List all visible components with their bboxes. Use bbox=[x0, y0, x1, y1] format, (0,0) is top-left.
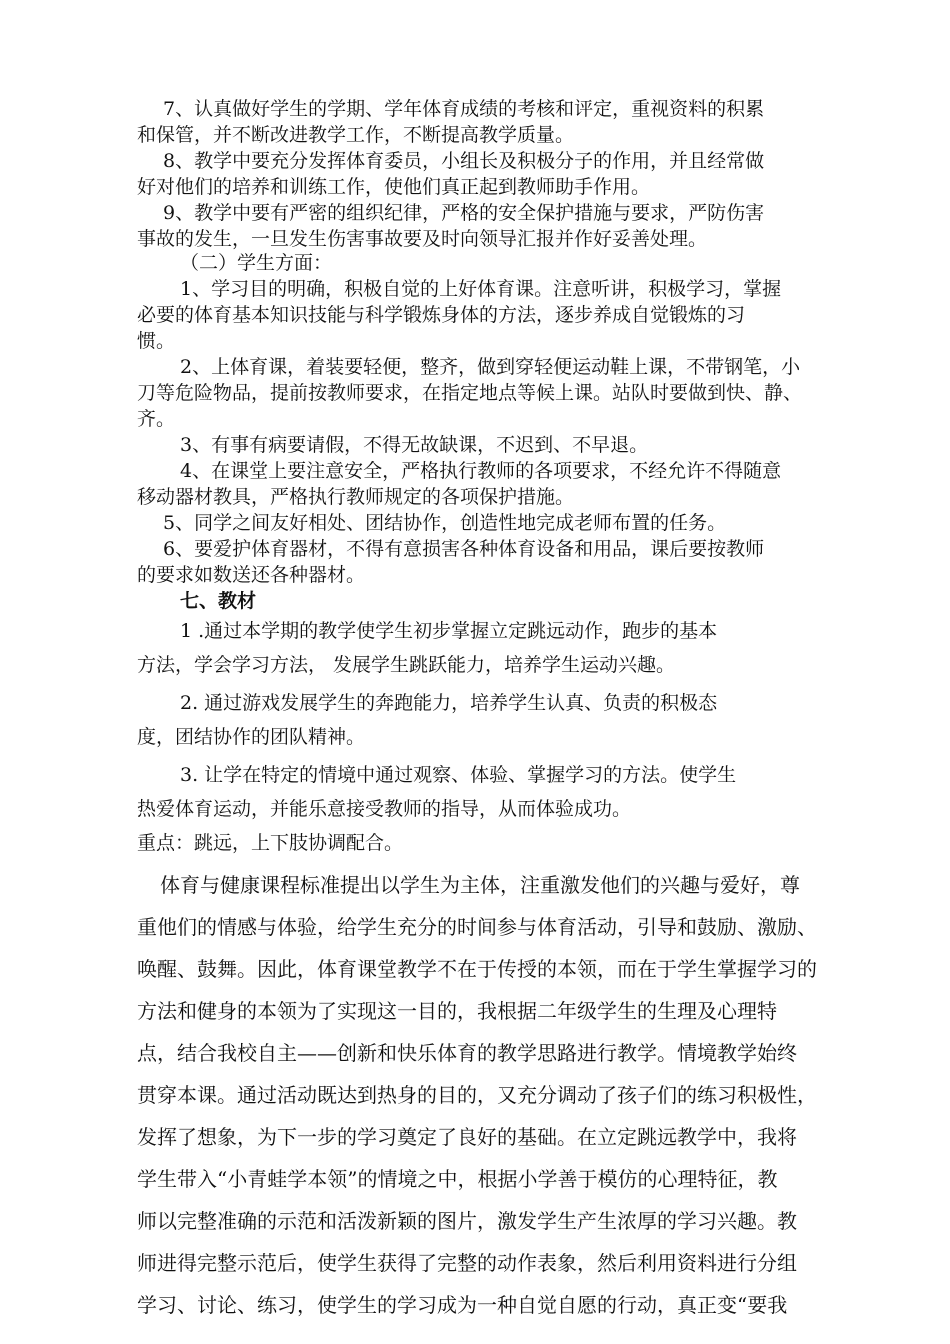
materials-point-2-line-2: 度，团结协作的团队精神。 bbox=[137, 726, 366, 748]
item-7-line-2: 和保管，并不断改进教学工作，不断提高教学质量。 bbox=[137, 124, 575, 146]
student-item-3: 3、有事有病要请假，不得无故缺课，不迟到、不早退。 bbox=[180, 434, 649, 456]
item-7-line-1: 7、认真做好学生的学期、学年体育成绩的考核和评定，重视资料的积累 bbox=[163, 98, 765, 120]
student-item-1-line-2: 必要的体育基本知识技能与科学锻炼身体的方法，逐步养成自觉锻炼的习 bbox=[137, 304, 746, 326]
materials-point-1-line-1: 1 .通过本学期的教学使学生初步掌握立定跳远动作，跑步的基本 bbox=[180, 620, 718, 642]
essay-line: 学生带入“小青蛙学本领”的情境之中，根据小学善于模仿的心理特征，教 bbox=[137, 1167, 778, 1191]
student-item-6-line-1: 6、要爱护体育器材，不得有意损害各种体育设备和用品，课后要按教师 bbox=[163, 538, 765, 560]
essay-line: 点，结合我校自主——创新和快乐体育的教学思路进行教学。情境教学始终 bbox=[137, 1041, 797, 1065]
essay-line: 重他们的情感与体验，给学生充分的时间参与体育活动，引导和鼓励、激励、 bbox=[137, 915, 817, 939]
essay-line: 方法和健身的本领为了实现这一目的，我根据二年级学生的生理及心理特 bbox=[137, 999, 777, 1023]
essay-line: 唤醒、鼓舞。因此，体育课堂教学不在于传授的本领，而在于学生掌握学习的 bbox=[137, 957, 817, 981]
item-8-line-2: 好对他们的培养和训练工作，使他们真正起到教师助手作用。 bbox=[137, 176, 651, 198]
materials-point-3-line-2: 热爱体育运动，并能乐意接受教师的指导，从而体验成功。 bbox=[137, 798, 632, 820]
student-item-5: 5、同学之间友好相处、团结协作，创造性地完成老师布置的任务。 bbox=[163, 512, 727, 534]
key-point: 重点：跳远，上下肢协调配合。 bbox=[137, 832, 404, 854]
student-item-6-line-2: 的要求如数送还各种器材。 bbox=[137, 564, 366, 586]
materials-heading: 七、教材 bbox=[180, 590, 257, 612]
student-item-4-line-1: 4、在课堂上要注意安全，严格执行教师的各项要求，不经允许不得随意 bbox=[180, 460, 782, 482]
student-section-heading: （二）学生方面： bbox=[180, 252, 333, 274]
materials-point-1-line-2: 方法，学会学习方法， 发展学生跳跃能力，培养学生运动兴趣。 bbox=[137, 654, 676, 676]
student-item-4-line-2: 移动器材教具，严格执行教师规定的各项保护措施。 bbox=[137, 486, 575, 508]
student-item-2-line-1: 2、上体育课，着装要轻便，整齐，做到穿轻便运动鞋上课，不带钢笔，小 bbox=[180, 356, 801, 378]
materials-point-3-line-1: 3. 让学在特定的情境中通过观察、体验、掌握学习的方法。使学生 bbox=[180, 764, 737, 786]
student-item-2-line-3: 齐。 bbox=[137, 408, 176, 430]
essay-line: 体育与健康课程标准提出以学生为主体，注重激发他们的兴趣与爱好，尊 bbox=[160, 873, 800, 897]
student-item-1-line-3: 惯。 bbox=[137, 330, 176, 352]
essay-line: 师以完整准确的示范和活泼新颖的图片，激发学生产生浓厚的学习兴趣。教 bbox=[137, 1209, 797, 1233]
essay-line: 发挥了想象，为下一步的学习奠定了良好的基础。在立定跳远教学中，我将 bbox=[137, 1125, 797, 1149]
student-item-1-line-1: 1、学习目的明确，积极自觉的上好体育课。注意听讲，积极学习，掌握 bbox=[180, 278, 782, 300]
essay-line: 贯穿本课。通过活动既达到热身的目的，又充分调动了孩子们的练习积极性， bbox=[137, 1083, 817, 1107]
item-9-line-1: 9、教学中要有严密的组织纪律，严格的安全保护措施与要求，严防伤害 bbox=[163, 202, 765, 224]
item-9-line-2: 事故的发生，一旦发生伤害事故要及时向领导汇报并作好妥善处理。 bbox=[137, 228, 708, 250]
essay-line: 学习、讨论、练习，使学生的学习成为一种自觉自愿的行动，真正变“要我 bbox=[137, 1293, 788, 1317]
item-8-line-1: 8、教学中要充分发挥体育委员，小组长及积极分子的作用，并且经常做 bbox=[163, 150, 765, 172]
student-item-2-line-2: 刀等危险物品，提前按教师要求，在指定地点等候上课。站队时要做到快、静、 bbox=[137, 382, 803, 404]
essay-line: 师进得完整示范后，使学生获得了完整的动作表象，然后利用资料进行分组 bbox=[137, 1251, 797, 1275]
materials-point-2-line-1: 2. 通过游戏发展学生的奔跑能力，培养学生认真、负责的积极态 bbox=[180, 692, 718, 714]
